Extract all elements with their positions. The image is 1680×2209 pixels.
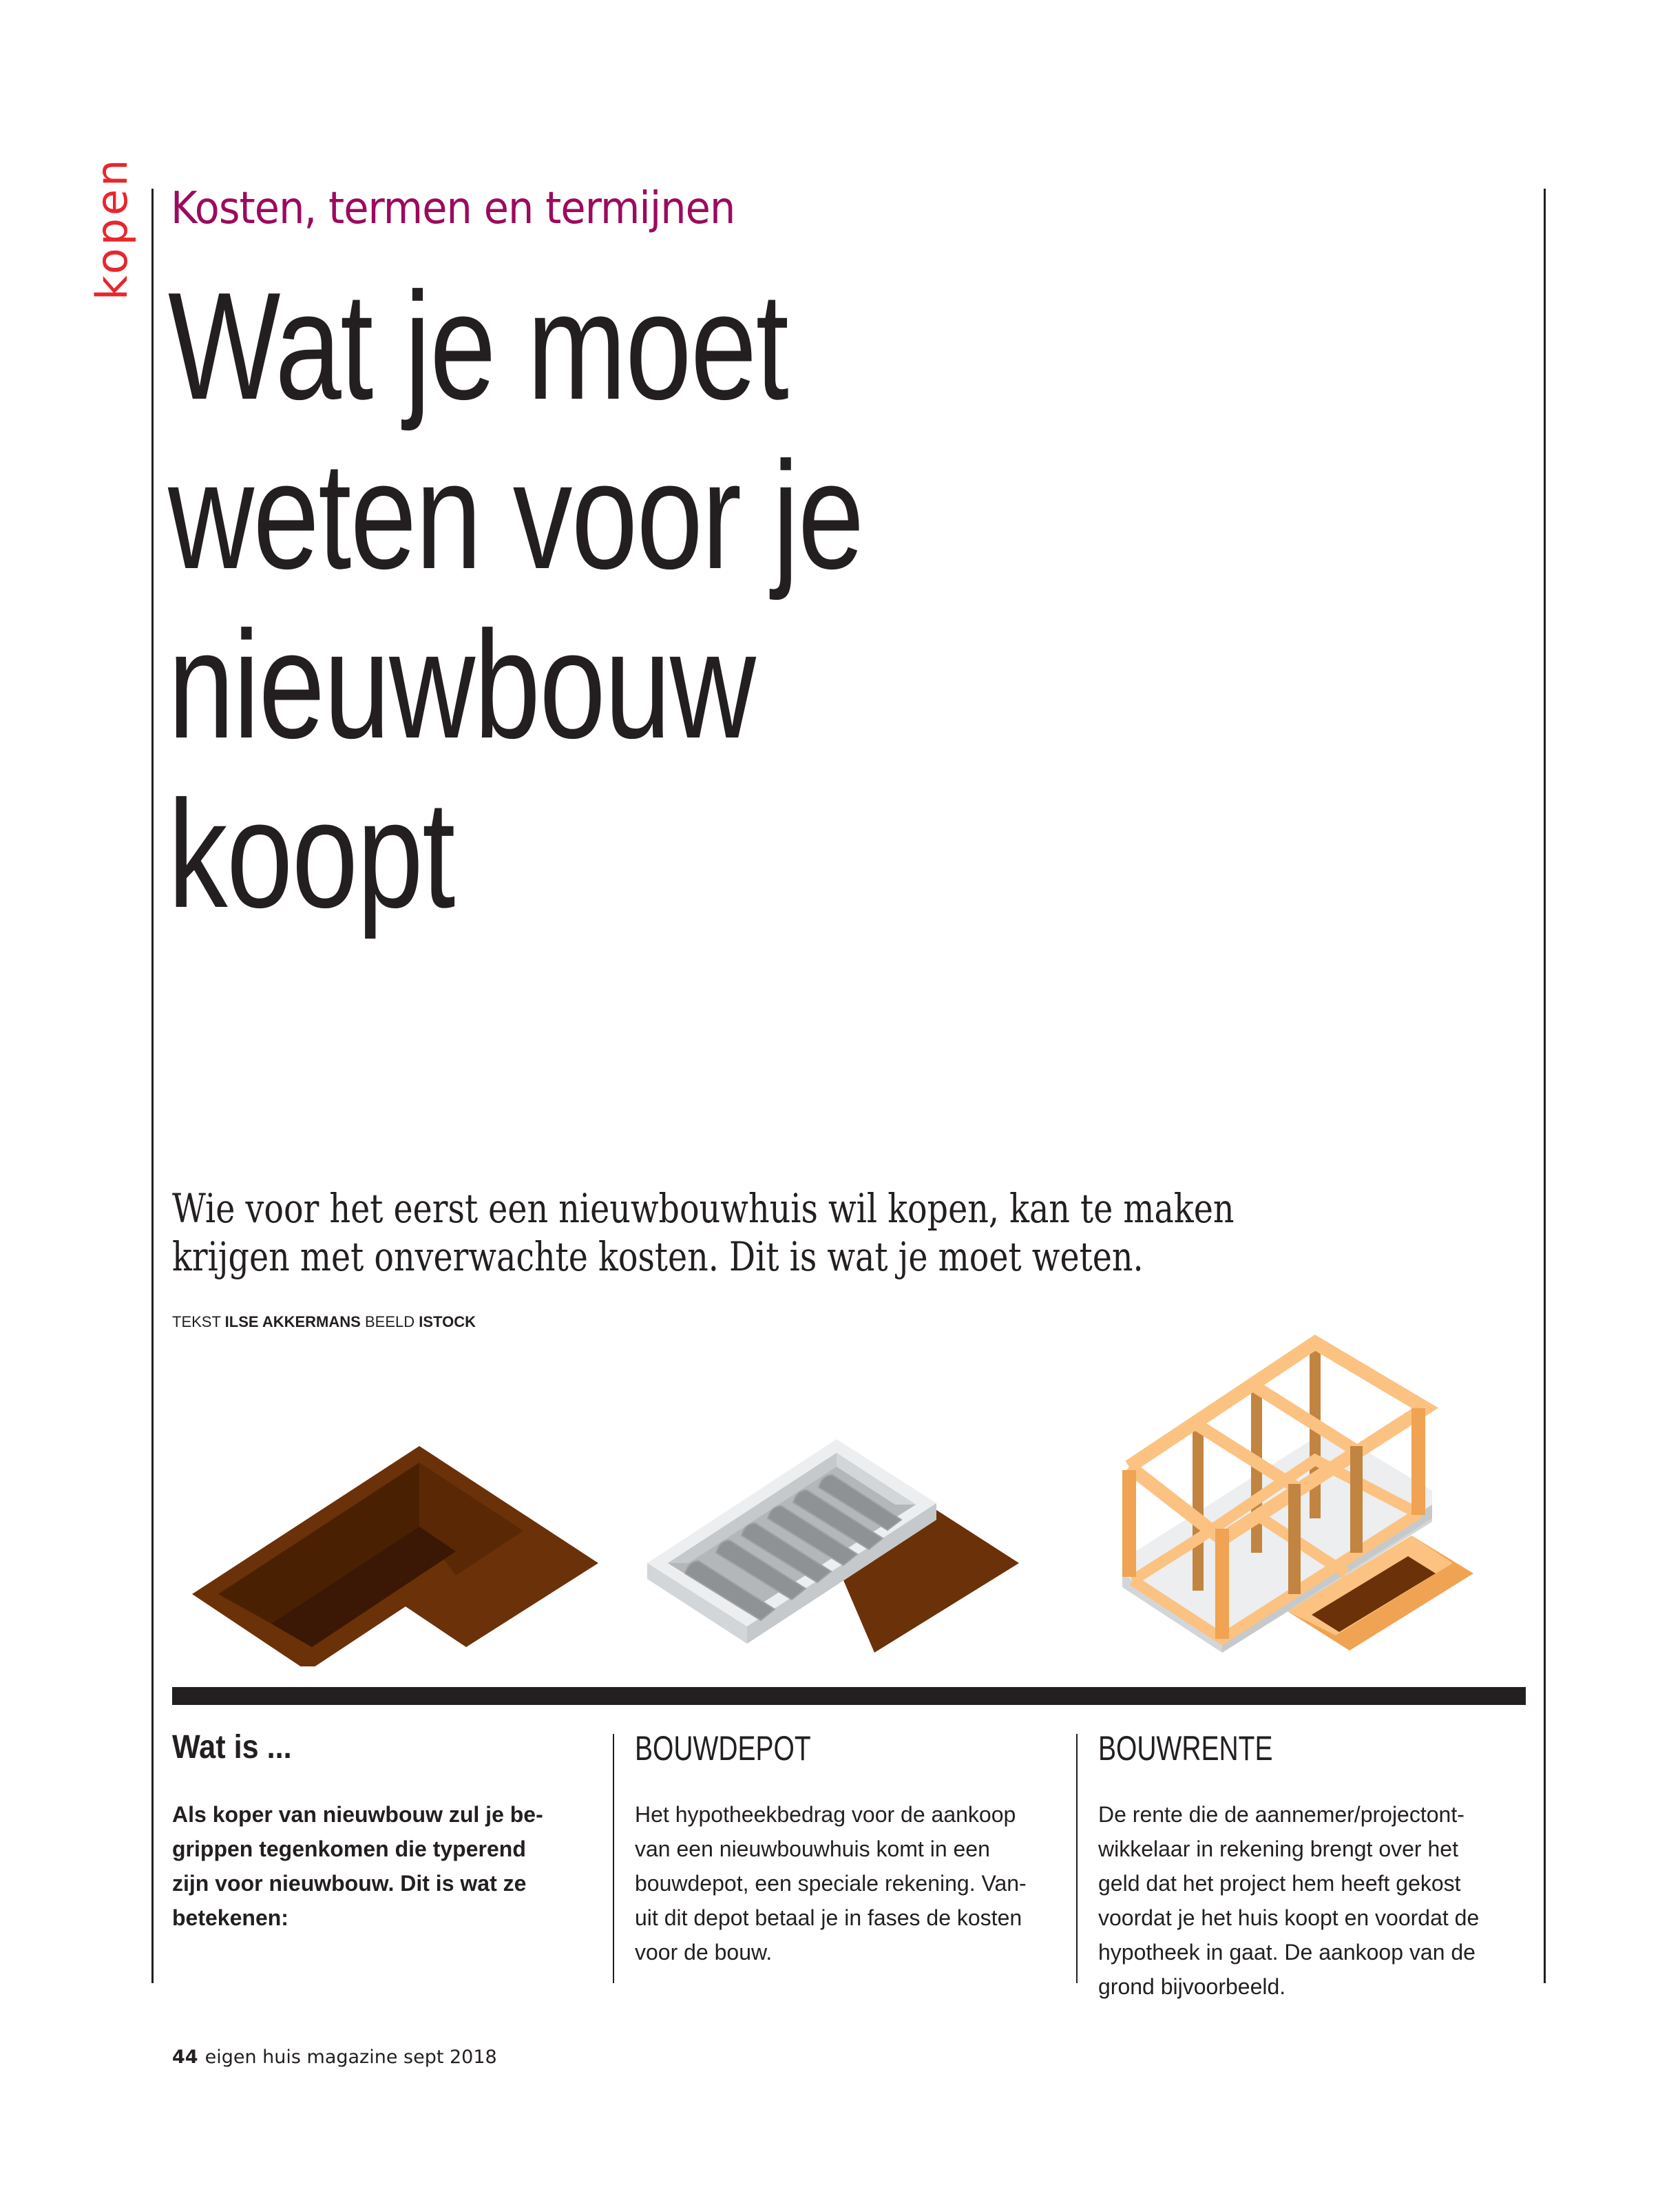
- intro-paragraph: [172, 1184, 1290, 1281]
- intro-line: Wie voor het eerst een nieuwbouwhuis wil kopen, kan te maken: [172, 1185, 1235, 1232]
- page-footer: [172, 2046, 497, 2068]
- column-bouwdepot-body: [635, 1797, 1027, 1969]
- column-intro: [172, 1728, 305, 1766]
- column-intro-body: [172, 1797, 543, 1935]
- body-line: zijn voor nieuwbouw. Dit is wat ze: [172, 1871, 527, 1896]
- right-column-rule: [1544, 189, 1546, 1983]
- publication-info: eigen huis magazine sept 2018: [204, 2046, 497, 2068]
- body-line: wikkelaar in rekening brengt over het: [1098, 1836, 1458, 1861]
- excavation-pit-illustration: [186, 1446, 599, 1666]
- column-bouwdepot: [635, 1728, 861, 1768]
- section-tag: kopen: [87, 156, 137, 300]
- body-line: geld dat het project hem heeft gekost: [1098, 1871, 1461, 1896]
- body-line: grond bijvoorbeeld.: [1098, 1974, 1286, 1999]
- timber-frame-illustration: [1102, 1319, 1501, 1656]
- headline-line: Wat je moet: [168, 261, 788, 432]
- column-title: BOUWRENTE: [1098, 1729, 1273, 1768]
- credits: [172, 1313, 476, 1331]
- page-number: 44: [172, 2046, 198, 2068]
- body-line: betekenen:: [172, 1905, 288, 1930]
- section-divider-bar: [172, 1687, 1526, 1705]
- body-line: voor de bouw.: [635, 1940, 773, 1965]
- credit-author: ILSE AKKERMANS: [224, 1313, 361, 1330]
- concrete-foundation-illustration: [647, 1439, 1033, 1660]
- headline-line: koopt: [168, 769, 454, 940]
- credit-image-source: ISTOCK: [419, 1313, 476, 1330]
- column-title: Wat is ...: [172, 1729, 292, 1766]
- body-line: uit dit depot betaal je in fases de kosten: [635, 1905, 1022, 1930]
- headline: [168, 262, 1350, 939]
- body-line: grippen tegenkomen die typerend: [172, 1836, 526, 1861]
- column-divider: [613, 1734, 614, 1983]
- body-line: bouwdepot, een speciale rekening. Van-: [635, 1871, 1027, 1896]
- body-line: voordat je het huis koopt en voordat de: [1098, 1905, 1480, 1930]
- body-line: De rente die de aannemer/projectont-: [1098, 1802, 1464, 1827]
- column-divider: [1076, 1734, 1078, 1983]
- column-bouwrente-body: [1098, 1797, 1479, 2004]
- headline-line: nieuwbouw: [168, 600, 755, 771]
- credit-text-label: TEKST: [172, 1313, 221, 1330]
- body-line: hypotheek in gaat. De aankoop van de: [1098, 1940, 1476, 1965]
- intro-line: krijgen met onverwachte kosten. Dit is wat je moet weten.: [172, 1233, 1144, 1280]
- credit-image-label: BEELD: [364, 1313, 415, 1330]
- kicker: Kosten, termen en termijnen: [171, 183, 735, 234]
- body-line: Als koper van nieuwbouw zul je be-: [172, 1802, 543, 1827]
- column-title: BOUWDEPOT: [635, 1729, 811, 1768]
- headline-line: weten voor je: [168, 430, 863, 601]
- body-line: Het hypotheekbedrag voor de aankoop: [635, 1802, 1016, 1827]
- left-column-rule: [151, 189, 154, 1983]
- column-bouwrente: [1098, 1728, 1322, 1768]
- body-line: van een nieuwbouwhuis komt in een: [635, 1836, 990, 1861]
